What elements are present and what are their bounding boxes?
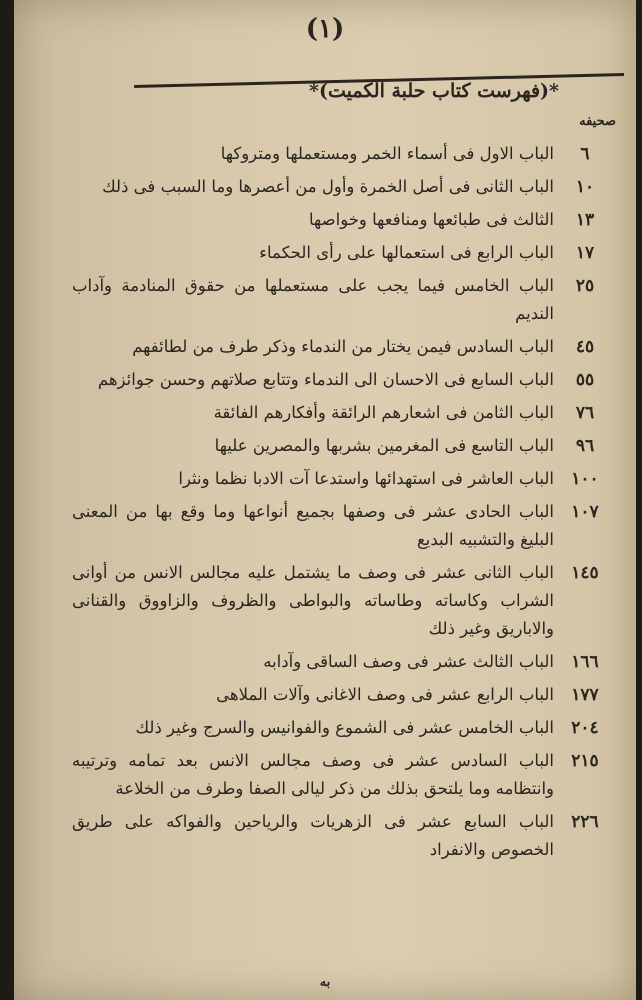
page-title: *(فهرست كتاب حلبة الكميت)* [309,80,559,102]
toc-chapter-title: الباب العاشر فى استهدائها واستدعا آت الادبا نظما ونثرا [178,469,554,488]
toc-entry [72,140,616,168]
toc-entry [72,465,616,493]
toc-page-number: ١٧ [575,243,595,263]
toc-page-number: ٧٦ [575,403,595,423]
toc-page-number: ١٠٠ [571,469,599,489]
toc-chapter-title: الباب الثانى فى أصل الخمرة وأول من أعصرها وما السبب فى ذلك [102,177,554,196]
toc-chapter-title: الباب الخامس عشر فى الشموع والفوانيس والسرج وغير ذلك [135,718,554,737]
toc-entry [72,681,616,709]
toc-chapter-title: الباب الثامن فى اشعارهم الرائقة وأفكارهم الفائقة [213,403,554,422]
table-of-contents [72,140,616,869]
toc-chapter-title: الباب السابع فى الاحسان الى الندماء وتتابع صلاتهم وحسن جوائزهم [97,370,554,389]
toc-entry [72,747,616,803]
toc-entry [72,366,616,394]
toc-chapter-title: الباب السادس عشر فى وصف مجالس الانس بعد تمامه وترتيبه وانتظامه وما يلتحق بذلك من ذكر ليالى الصفا وطرف من الخلاعة [72,751,554,798]
toc-page-number: ٢١٥ [571,751,599,771]
toc-entry [72,808,616,864]
toc-chapter-title: الباب الاول فى أسماء الخمر ومستعملها ومتروكها [220,144,554,163]
toc-entry [72,272,616,328]
toc-entry [72,432,616,460]
toc-page-number: ١٧٧ [571,685,599,705]
toc-chapter-title: الباب الثانى عشر فى وصف ما يشتمل عليه مجالس الانس من أوانى الشراب وكاساته وطاساته والبواطى والظروف والزاووق والقنانى والاباريق وغير ذلك [72,563,554,638]
toc-chapter-title: الباب السادس فيمن يختار من الندماء وذكر طرف من لطائفهم [132,337,554,356]
toc-entry [72,399,616,427]
toc-chapter-title: الباب الرابع عشر فى وصف الاغانى وآلات الملاهى [216,685,554,704]
page-number: (١) [305,14,345,44]
toc-chapter-title: الباب الحادى عشر فى وصفها بجميع أنواعها وما وقع بها من المعنى البليغ والتشبيه البديع [72,502,554,549]
toc-page-number: ١٤٥ [571,563,599,583]
toc-page-number: ٥٥ [575,370,595,390]
toc-chapter-title: الباب السابع عشر فى الزهريات والرياحين والفواكه على طريق الخصوص والانفراد [72,812,554,859]
book-page [14,0,636,1000]
toc-page-number: ٢٥ [575,276,595,296]
toc-page-number: ١٣ [575,210,595,230]
toc-chapter-title: الباب الرابع فى استعمالها على رأى الحكماء [259,243,554,262]
toc-page-number: ٦ [580,144,590,164]
toc-chapter-title: الباب الثالث عشر فى وصف الساقى وآدابه [263,652,554,671]
toc-page-number: ٩٦ [575,436,595,456]
toc-entry [72,239,616,267]
toc-page-number: ١٠٧ [571,502,599,522]
toc-entry [72,648,616,676]
toc-entry [72,714,616,742]
toc-entry [72,498,616,554]
toc-chapter-title: الثالث فى طبائعها ومنافعها وخواصها [308,210,554,229]
catchword: به [319,975,331,990]
toc-entry [72,559,616,643]
toc-chapter-title: الباب التاسع فى المغرمين بشربها والمصرين عليها [214,436,554,455]
toc-page-number: ١٠ [575,177,595,197]
toc-entry [72,173,616,201]
toc-page-number: ٢٠٤ [571,718,599,738]
toc-chapter-title: الباب الخامس فيما يجب على مستعملها من حقوق المنادمة وآداب النديم [72,276,554,323]
toc-entry [72,333,616,361]
toc-page-number: ١٦٦ [571,652,599,672]
toc-page-number: ٤٥ [575,337,595,357]
toc-page-number: ٢٢٦ [571,812,599,832]
toc-entry [72,206,616,234]
page-column-header: صحيفه [579,114,616,129]
